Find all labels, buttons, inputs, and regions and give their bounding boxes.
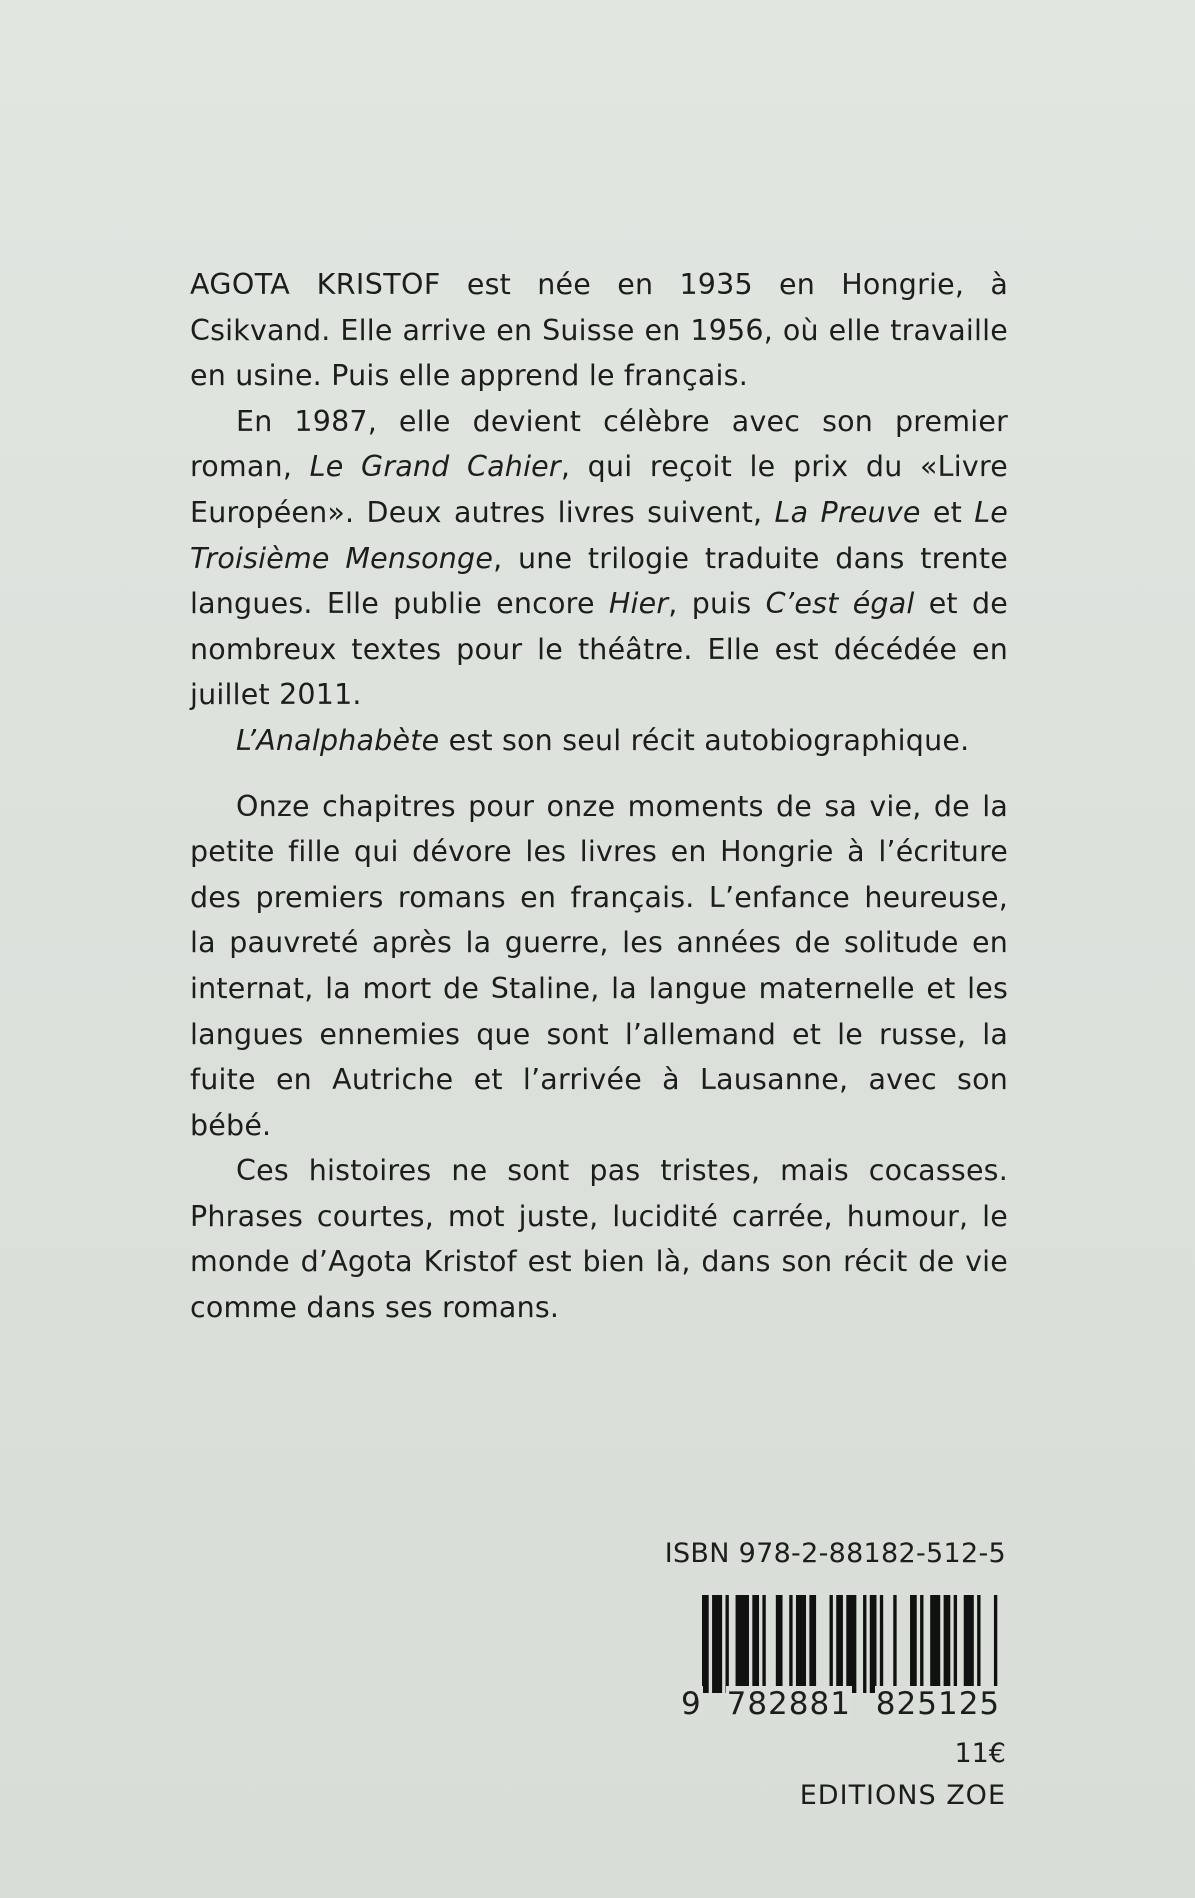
bio-text: , qui reçoit le prix du «Livre Européen». Deux autres livres suivent, (190, 450, 1008, 529)
barcode-bar (977, 1595, 980, 1693)
barcode-bar (954, 1595, 957, 1693)
barcode-bar (893, 1595, 896, 1693)
book-title: Hier (608, 587, 669, 621)
book-title: C’est égal (765, 587, 915, 621)
barcode-bar (736, 1595, 749, 1693)
book-title: La Preuve (774, 495, 921, 529)
barcode-bar (930, 1595, 940, 1693)
bio-paragraph-1 (190, 262, 1008, 399)
barcode-bar (870, 1595, 877, 1693)
barcode-digits (680, 1686, 1010, 1722)
barcode-bar (809, 1595, 816, 1693)
barcode-bar (789, 1595, 792, 1693)
barcode-bar (752, 1595, 759, 1693)
barcode-bar (776, 1595, 783, 1693)
bio-text: est son seul récit autobiographique. (439, 723, 970, 757)
barcode-bar (846, 1595, 856, 1693)
barcode-bar (725, 1595, 728, 1693)
summary-paragraph-2: Ces histoires ne sont pas tristes, mais cocasses. Phrases courtes, mot juste, lucidité carrée, humour, le monde d’Agota Kristof est bien là, dans son récit de vie comme dans ses romans. (190, 1154, 1008, 1325)
barcode-first-digit: 9 (681, 1686, 702, 1722)
barcode-bar (920, 1595, 923, 1693)
barcode-bar (944, 1595, 951, 1693)
barcode-bar (880, 1595, 883, 1693)
book-title: L’Analphabète (236, 723, 440, 757)
author-name: AGOTA KRISTOF (190, 268, 441, 301)
bio-text: En 1987, elle devient célèbre avec son premier roman, (190, 404, 1008, 484)
barcode-digit-group-2: 825125 (875, 1686, 1001, 1722)
price: 11€ (954, 1738, 1006, 1769)
bio-text: , une trilogie traduite dans trente langues. Elle publie encore (190, 541, 1008, 621)
barcode-bar (762, 1595, 765, 1693)
bio-paragraph-3 (190, 718, 1008, 764)
barcode (702, 1595, 1004, 1693)
barcode-bar (994, 1595, 997, 1693)
bio-text: , puis (668, 587, 766, 621)
bio-text: et de nombreux textes pour le théâtre. Elle est décédée en juillet 2011. (190, 587, 1009, 712)
barcode-bar (830, 1595, 833, 1693)
book-title: Le Grand Cahier (309, 450, 561, 484)
isbn-label: ISBN 978-2-88182-512-5 (664, 1538, 1006, 1569)
bio-text: et (920, 495, 975, 529)
barcode-bar (702, 1595, 709, 1693)
barcode-bar (964, 1595, 974, 1693)
barcode-bar (863, 1595, 866, 1693)
bio-paragraph-2 (190, 399, 1008, 718)
bio-text: est née en 1935 en Hongrie, à Csikvand. Elle arrive en Suisse en 1956, où elle travaille en usine. Puis elle apprend le français. (190, 268, 1009, 393)
summary-paragraph-1: Onze chapitres pour onze moments de sa vie, de la petite fille qui dévore les livres en Hongrie à l’écriture des premiers romans en français. L’enfance heureuse, la pauvreté après la guerre, les années de solitude en internat, la mort de Staline, la langue maternelle et les langues ennemies que sont l’allemand et le russe, la fuite en Autriche et l’arrivée à Lausanne, avec son bébé. (190, 789, 1008, 1142)
barcode-bar (836, 1595, 843, 1693)
barcode-bar (910, 1595, 917, 1693)
barcode-bar (796, 1595, 806, 1693)
book-title: Le Troisième Mensonge (190, 495, 1008, 575)
barcode-bar (712, 1595, 722, 1693)
cover-text (190, 262, 1008, 1331)
barcode-digit-group-1: 782881 (726, 1686, 851, 1722)
publisher-name: EDITIONS ZOE (799, 1780, 1006, 1811)
